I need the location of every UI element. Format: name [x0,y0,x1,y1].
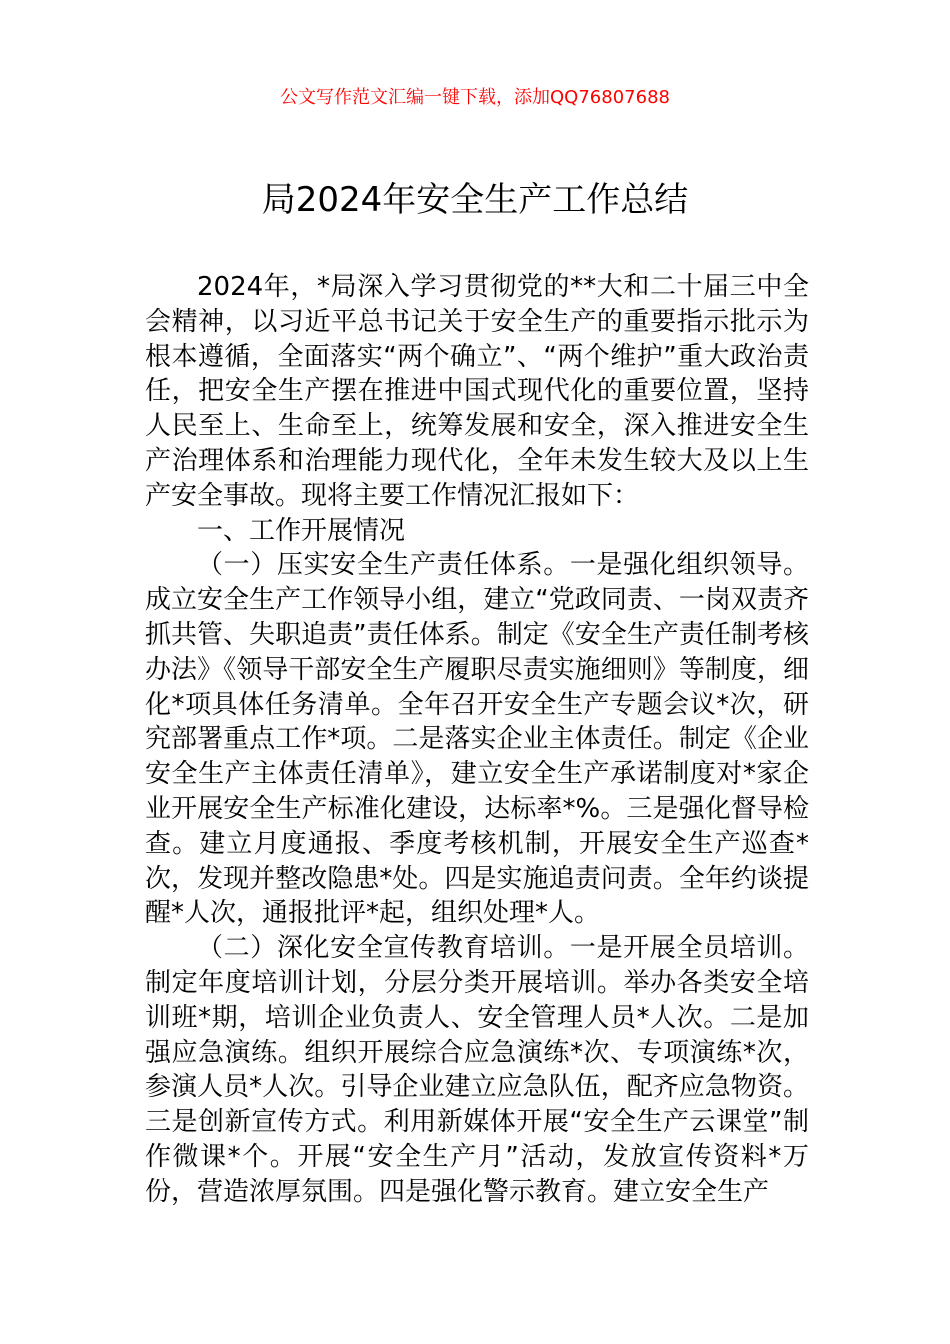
section-heading: 一、工作开展情况 [197,515,406,546]
document-body [145,270,809,1210]
document-title: 局2024年安全生产工作总结 [261,180,689,220]
download-promo-note: 公文写作范文汇编一键下载，添加QQ76807688 [280,87,670,108]
paragraph-training: （二）深化安全宣传教育培训。一是开展全员培训。制定年度培训计划，分层分类开展培训。举办各类安全培训班*期，培训企业负责人、安全管理人员*人次。二是加强应急演练。组织开展综合应急演练*次、专项演练*次，参演人员*人次。引导企业建立应急队伍，配齐应急物资。三是创新宣传方式。利用新媒体开展“安全生产云课堂”制作微课*个。开展“安全生产月”活动，发放宣传资料*万份，营造浓厚氛围。四是强化警示教育。建立安全生产 [145,933,809,1207]
paragraph-responsibility: （一）压实安全生产责任体系。一是强化组织领导。成立安全生产工作领导小组，建立“党政同责、一岗双责齐抓共管、失职追责”责任体系。制定《安全生产责任制考核办法》《领导干部安全生产履职尽责实施细则》等制度，细化*项具体任务清单。全年召开安全生产专题会议*次，研究部署重点工作*项。二是落实企业主体责任。制定《企业安全生产主体责任清单》，建立安全生产承诺制度对*家企业开展安全生产标准化建设，达标率*%。三是强化督导检查。建立月度通报、季度考核机制，开展安全生产巡查*次，发现并整改隐患*处。四是实施追责问责。全年约谈提醒*人次，通报批评*起，组织处理*人。 [145,550,809,929]
paragraph-intro: 2024年，*局深入学习贯彻党的**大和二十届三中全会精神，以习近平总书记关于安全生产的重要指示批示为根本遵循，全面落实“两个确立”、“两个维护”重大政治责任，把安全生产摆在推进中国式现代化的重要位置，坚持人民至上、生命至上，统筹发展和安全，深入推进安全生产治理体系和治理能力现代化，全年未发生较大及以上生产安全事故。现将主要工作情况汇报如下： [145,272,809,511]
